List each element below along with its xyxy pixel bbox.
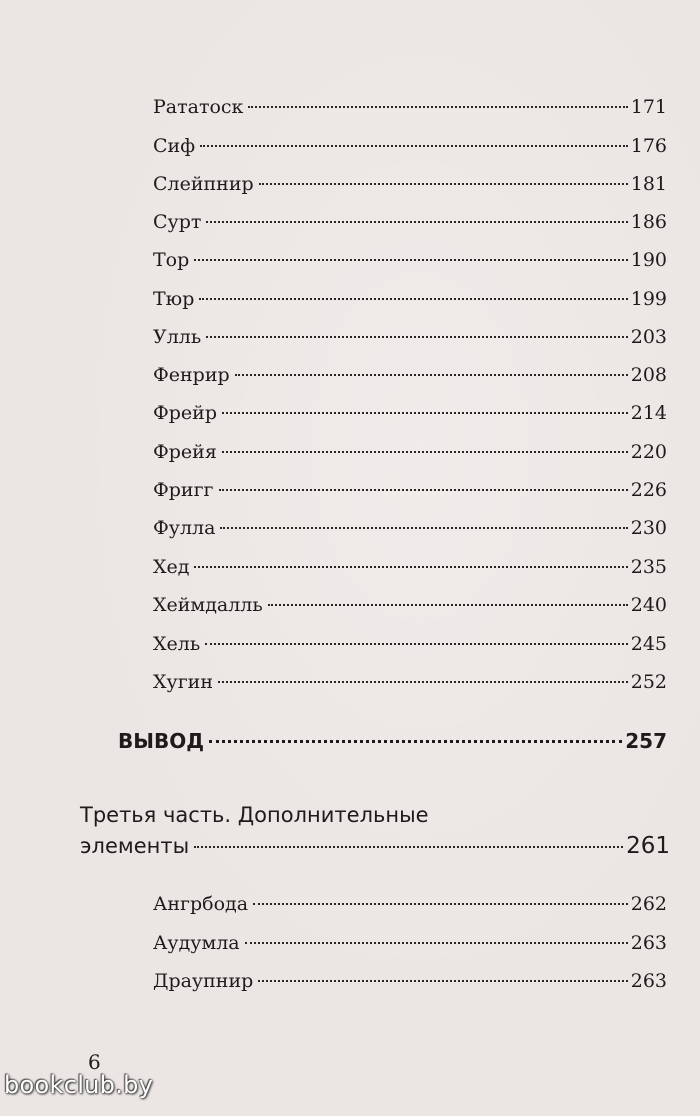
- toc-entry-title: Хугин: [153, 671, 213, 693]
- toc-entry-page: 181: [630, 173, 667, 195]
- dot-leader: [209, 740, 622, 743]
- toc-entry-page: 190: [630, 249, 667, 271]
- toc-conclusion-page: 257: [625, 729, 667, 753]
- toc-entry-page: 263: [630, 970, 667, 992]
- dot-leader: [205, 643, 628, 645]
- toc-entry-page: 208: [630, 364, 667, 386]
- toc-entry-title: Хеймдалль: [153, 594, 263, 616]
- toc-entry: [153, 479, 667, 509]
- toc-entry-page: 220: [630, 441, 667, 463]
- dot-leader: [199, 298, 627, 300]
- toc-entry-page: 262: [630, 893, 667, 915]
- toc-entry: [153, 517, 667, 547]
- toc-entry-title: Хед: [153, 556, 190, 578]
- dot-leader: [222, 451, 628, 453]
- toc-entry: [153, 671, 667, 701]
- toc-entry-page: 226: [630, 479, 667, 501]
- toc-entry-page: 214: [630, 402, 667, 424]
- toc-entry-page: 245: [630, 633, 667, 655]
- dot-leader: [222, 412, 628, 414]
- dot-leader: [194, 566, 627, 568]
- dot-leader: [253, 903, 628, 905]
- toc-entry-title: Сурт: [153, 211, 202, 233]
- dot-leader: [220, 527, 627, 529]
- dot-leader: [219, 489, 628, 491]
- toc-entry: [153, 932, 667, 962]
- toc-entry-title: Фрейя: [153, 441, 217, 463]
- dot-leader: [194, 259, 627, 261]
- toc-entry-title: Фенрир: [153, 364, 230, 386]
- page-number: 6: [88, 1050, 101, 1074]
- toc-entry-title: Аудумла: [153, 932, 240, 954]
- toc-entry-title: Фрейр: [153, 402, 218, 424]
- dot-leader: [200, 145, 628, 147]
- toc-entry-title: Сиф: [153, 135, 196, 157]
- toc-entry-page: 203: [630, 326, 667, 348]
- dot-leader: [258, 980, 627, 982]
- dot-leader: [268, 604, 628, 606]
- toc-entry-title: Улль: [153, 326, 202, 348]
- part-heading-continued: элементы: [80, 834, 190, 858]
- toc-entry: [153, 249, 667, 279]
- toc-entry: [153, 326, 667, 356]
- toc-entry-title: Тюр: [153, 288, 195, 310]
- toc-conclusion-title: ВЫВОД: [118, 729, 205, 753]
- toc-entry-title: Тор: [153, 249, 190, 271]
- dot-leader: [218, 681, 628, 683]
- toc-entry-page: 199: [630, 288, 667, 310]
- dot-leader: [235, 374, 628, 376]
- toc-entry-page: 186: [630, 211, 667, 233]
- toc-entry-title: Фригг: [153, 479, 214, 501]
- toc-entry-title: Ангрбода: [153, 893, 249, 915]
- toc-entry: [153, 211, 667, 241]
- dot-leader: [206, 336, 628, 338]
- part-heading-page: 261: [626, 833, 670, 859]
- toc-entry: [153, 96, 667, 126]
- toc-entry-page: 171: [630, 96, 667, 118]
- toc-entry-page: 240: [630, 594, 667, 616]
- toc-entry-page: 235: [630, 556, 667, 578]
- toc-entry: [153, 135, 667, 165]
- dot-leader: [259, 183, 628, 185]
- toc-entry-title: Фулла: [153, 517, 216, 539]
- toc-entry: [153, 288, 667, 318]
- dot-leader: [248, 106, 627, 108]
- toc-entry: [153, 633, 667, 663]
- toc-entry: [153, 364, 667, 394]
- toc-entry: [153, 970, 667, 1000]
- part-heading-row: [80, 833, 670, 863]
- toc-entry-title: Хель: [153, 633, 201, 655]
- watermark: bookclub.by: [4, 1071, 154, 1099]
- toc-entry-page: 263: [630, 932, 667, 954]
- dot-leader: [194, 846, 623, 848]
- toc-entry-page: 230: [630, 517, 667, 539]
- toc-entry: [153, 893, 667, 923]
- dot-leader: [245, 942, 628, 944]
- toc-entry-page: 176: [630, 135, 667, 157]
- toc-entry-title: Слейпнир: [153, 173, 254, 195]
- toc-entry-title: Драупнир: [153, 970, 254, 992]
- toc-entry: [153, 173, 667, 203]
- toc-entry: [153, 556, 667, 586]
- toc-conclusion: [118, 729, 667, 759]
- toc-entry: [153, 594, 667, 624]
- toc-entry: [153, 441, 667, 471]
- toc-entry-title: Рататоск: [153, 96, 244, 118]
- part-heading: Третья часть. Дополнительные: [80, 803, 429, 827]
- dot-leader: [206, 221, 627, 223]
- toc-entry-page: 252: [630, 671, 667, 693]
- toc-entry: [153, 402, 667, 432]
